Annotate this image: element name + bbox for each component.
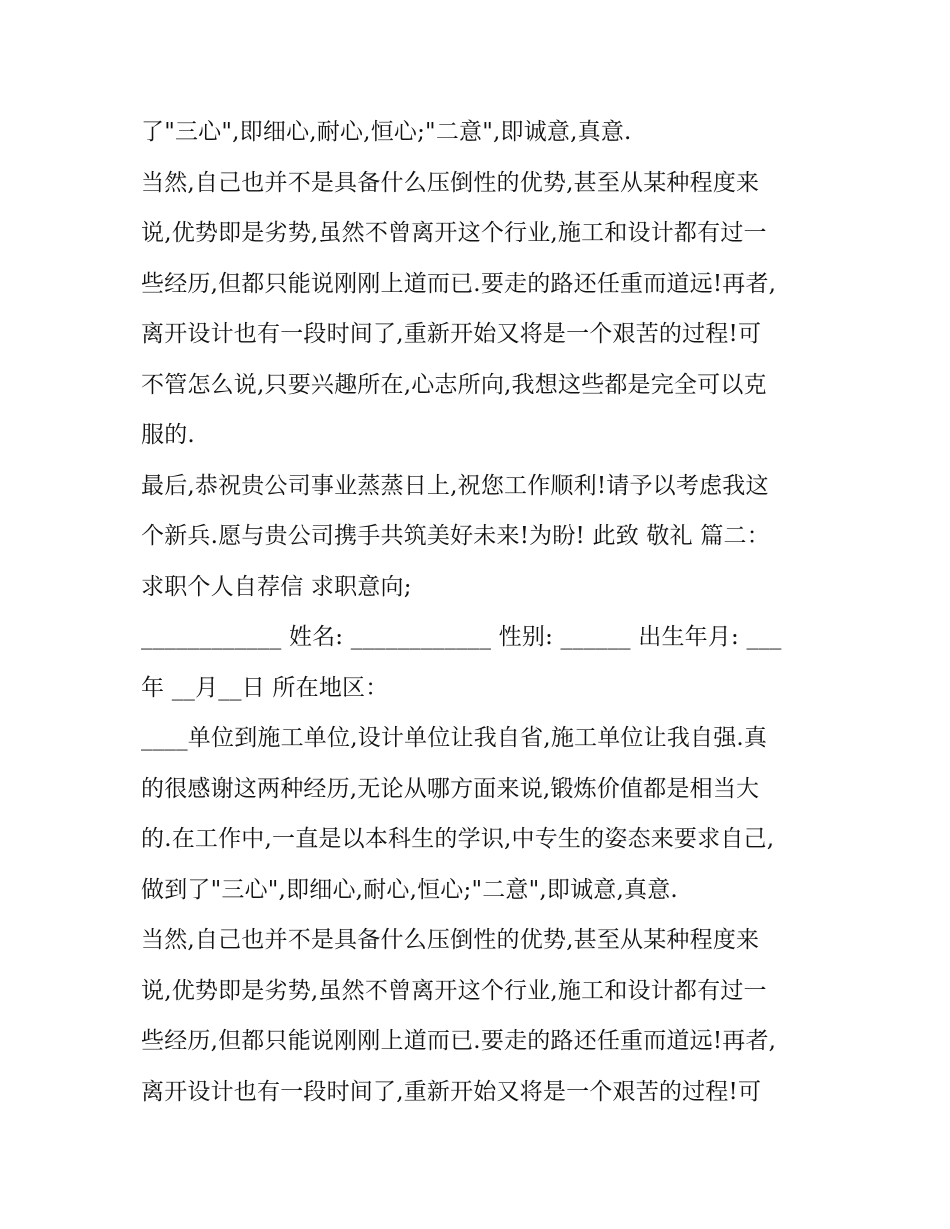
text-line: 离开设计也有一段时间了,重新开始又将是一个艰苦的过程!可 (141, 321, 762, 347)
text-line: 个新兵.愿与贵公司携手共筑美好未来!为盼! 此致 敬礼 篇二： (141, 523, 770, 549)
text-line: 做到了"三心",即细心,耐心,恒心;"二意",即诚意,真意. (141, 876, 678, 903)
text-line: 离开设计也有一段时间了,重新开始又将是一个艰苦的过程!可 (141, 1078, 762, 1105)
text-line: 不管怎么说,只要兴趣所在,心志所向,我想这些都是完全可以克 (141, 371, 767, 398)
text-line: 服的. (141, 422, 195, 448)
text-line: ____单位到施工单位,设计单位让我自省,施工单位让我自强.真 (141, 725, 768, 751)
form-blanks-line: ____________ 姓名: ____________ 性别: ______ 出生年月: ___ (141, 624, 782, 650)
text-line: 说,优势即是劣势,虽然不曾离开这个行业,施工和设计都有过一 (141, 977, 767, 1004)
text-line: 些经历,但都只能说刚刚上道而已.要走的路还任重而道远!再者, (141, 1028, 777, 1054)
text-line: 些经历,但都只能说刚刚上道而已.要走的路还任重而道远!再者, (141, 270, 777, 297)
form-blanks-line: 年 __月__日 所在地区： (141, 674, 389, 701)
text-line: 当然,自己也并不是具备什么压倒性的优势,甚至从某种程度来 (141, 927, 760, 953)
text-line: 最后,恭祝贵公司事业蒸蒸日上,祝您工作顺利!请予以考虑我这 (141, 472, 769, 499)
document-body (141, 107, 821, 1117)
text-line: 求职个人自荐信 求职意向; (141, 573, 412, 600)
text-line: 了"三心",即细心,耐心,恒心;"二意",即诚意,真意. (141, 119, 632, 145)
text-line: 的.在工作中,一直是以本科生的学识,中专生的姿态来要求自己, (141, 826, 775, 852)
text-line: 说,优势即是劣势,虽然不曾离开这个行业,施工和设计都有过一 (141, 220, 767, 246)
text-line: 当然,自己也并不是具备什么压倒性的优势,甚至从某种程度来 (141, 169, 760, 196)
text-line: 的很感谢这两种经历,无论从哪方面来说,锻炼价值都是相当大 (141, 775, 760, 802)
